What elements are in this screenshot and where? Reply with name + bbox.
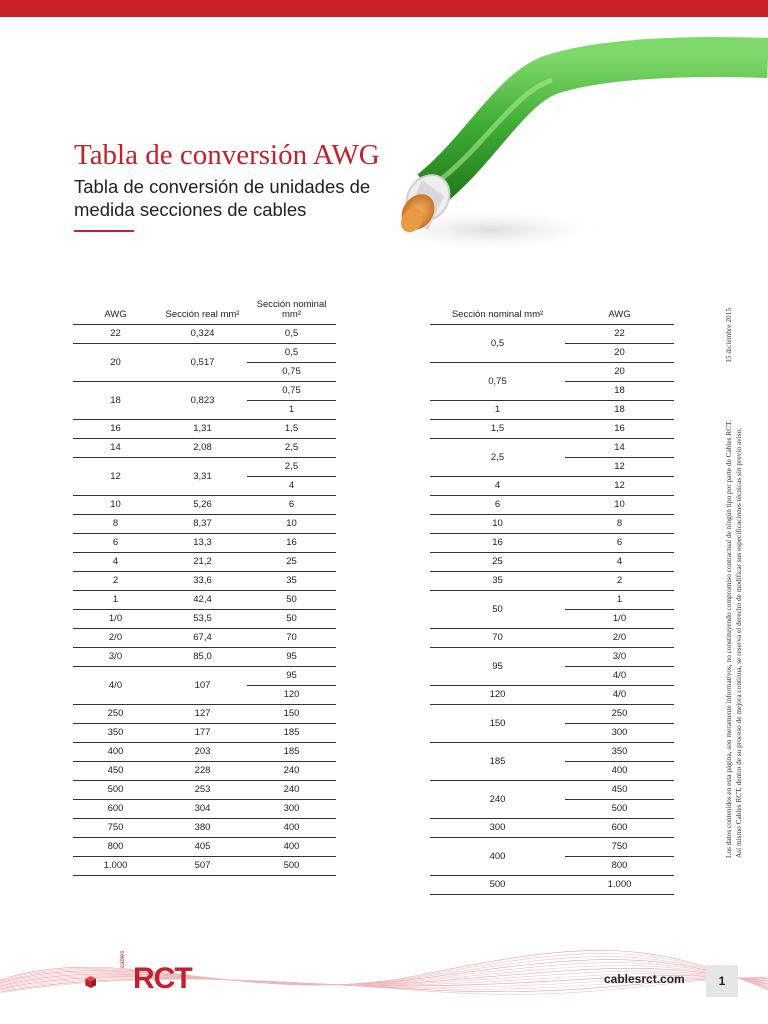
awg-cell: 2/0 (565, 628, 674, 647)
table-row (73, 856, 336, 875)
page-title: Tabla de conversión AWG (74, 139, 380, 171)
nominal-section-cell: 0,5 (247, 343, 336, 362)
nominal-section-cell: 35 (247, 571, 336, 590)
nominal-section-cell: 70 (247, 628, 336, 647)
awg-cell: 500 (565, 799, 674, 818)
document-date: 15 diciembre 2015 (724, 308, 733, 363)
table-row (73, 628, 336, 647)
real-section-cell: 33,6 (158, 571, 247, 590)
nominal-section-cell: 10 (247, 514, 336, 533)
page-number: 1 (706, 965, 738, 997)
awg-cell: 2/0 (73, 628, 158, 647)
real-section-cell: 21,2 (158, 552, 247, 571)
table-row (430, 324, 674, 343)
real-section-cell: 8,37 (158, 514, 247, 533)
awg-cell: 600 (73, 799, 158, 818)
real-section-cell: 1,31 (158, 419, 247, 438)
awg-cell: 16 (73, 419, 158, 438)
awg-cell: 400 (565, 761, 674, 780)
awg-cell: 1.000 (73, 856, 158, 875)
real-section-cell: 203 (158, 742, 247, 761)
table-row (430, 685, 674, 704)
nominal-section-cell: 95 (247, 647, 336, 666)
table-row (430, 628, 674, 647)
real-section-cell: 253 (158, 780, 247, 799)
table-row (430, 590, 674, 609)
nominal-section-cell: 400 (247, 837, 336, 856)
mm2-to-awg-table (430, 296, 674, 895)
logo-wordmark: RCT (133, 962, 192, 995)
nominal-section-cell: 50 (247, 590, 336, 609)
awg-cell: 8 (73, 514, 158, 533)
table-row (73, 818, 336, 837)
real-section-cell: 405 (158, 837, 247, 856)
table-row (73, 457, 336, 476)
awg-cell: 300 (565, 723, 674, 742)
awg-cell: 12 (73, 457, 158, 495)
awg-cell: 20 (73, 343, 158, 381)
awg-cell: 750 (565, 837, 674, 856)
nominal-section-cell: 240 (247, 780, 336, 799)
table-row (430, 818, 674, 837)
table-row (73, 533, 336, 552)
nominal-section-cell: 185 (430, 742, 565, 780)
real-section-cell: 85,0 (158, 647, 247, 666)
real-section-cell: 304 (158, 799, 247, 818)
real-section-cell: 3,31 (158, 457, 247, 495)
website-link[interactable]: cablesrct.com (604, 972, 685, 986)
table-row (73, 324, 336, 343)
nominal-section-cell: 185 (247, 742, 336, 761)
awg-cell: 800 (73, 837, 158, 856)
nominal-section-cell: 6 (247, 495, 336, 514)
table-row (73, 381, 336, 400)
nominal-section-cell: 120 (247, 685, 336, 704)
table-row (73, 799, 336, 818)
nominal-section-cell: 185 (247, 723, 336, 742)
table-row (73, 609, 336, 628)
awg-cell: 18 (565, 381, 674, 400)
awg-cell: 1 (565, 590, 674, 609)
nominal-section-cell: 150 (430, 704, 565, 742)
nominal-section-cell: 50 (430, 590, 565, 628)
awg-cell: 4 (73, 552, 158, 571)
nominal-section-cell: 240 (247, 761, 336, 780)
table-row (73, 742, 336, 761)
awg-cell: 16 (565, 419, 674, 438)
awg-cell: 10 (73, 495, 158, 514)
table-row (73, 780, 336, 799)
awg-cell: 12 (565, 457, 674, 476)
title-divider (74, 230, 134, 232)
awg-cell: 1/0 (565, 609, 674, 628)
awg-cell: 14 (73, 438, 158, 457)
table-row (430, 438, 674, 457)
awg-cell: 18 (73, 381, 158, 419)
nominal-section-cell: 10 (430, 514, 565, 533)
real-section-cell: 13,3 (158, 533, 247, 552)
nominal-section-cell: 6 (430, 495, 565, 514)
awg-cell: 350 (73, 723, 158, 742)
table-row (430, 362, 674, 381)
real-section-cell: 2,08 (158, 438, 247, 457)
disclaimer-line: Así mismo Cables RCT, dentro de su proceso de mejora continua, se reserva el derecho de modificar sus especificaciones técnicas sin previo aviso. (734, 427, 743, 858)
nominal-section-cell: 2,5 (247, 438, 336, 457)
nominal-section-cell: 50 (247, 609, 336, 628)
page-subtitle: Tabla de conversión de unidades de medida secciones de cables (74, 176, 371, 220)
nominal-section-cell: 300 (247, 799, 336, 818)
awg-cell: 14 (565, 438, 674, 457)
nominal-section-cell: 16 (430, 533, 565, 552)
awg-cell: 20 (565, 362, 674, 381)
table-row (73, 704, 336, 723)
real-section-cell: 380 (158, 818, 247, 837)
awg-cell: 4/0 (73, 666, 158, 704)
awg-cell: 350 (565, 742, 674, 761)
real-section-cell: 0,517 (158, 343, 247, 381)
nominal-section-cell: 1 (247, 400, 336, 419)
awg-cell: 1/0 (73, 609, 158, 628)
awg-cell: 400 (73, 742, 158, 761)
awg-cell: 6 (73, 533, 158, 552)
table-row (430, 533, 674, 552)
nominal-section-cell: 16 (247, 533, 336, 552)
real-section-cell: 507 (158, 856, 247, 875)
table-row (73, 552, 336, 571)
awg-cell: 18 (565, 400, 674, 419)
table-row (430, 400, 674, 419)
column-header-real-section: Sección real mm² (158, 296, 247, 324)
table-row (430, 780, 674, 799)
awg-cell: 1 (73, 590, 158, 609)
nominal-section-cell: 400 (247, 818, 336, 837)
table-row (73, 514, 336, 533)
nominal-section-cell: 0,5 (247, 324, 336, 343)
nominal-section-cell: 240 (430, 780, 565, 818)
nominal-section-cell: 300 (430, 818, 565, 837)
nominal-section-cell: 400 (430, 837, 565, 875)
table-row (430, 514, 674, 533)
awg-cell: 2 (565, 571, 674, 590)
nominal-section-cell: 4 (430, 476, 565, 495)
column-header-awg: AWG (565, 296, 674, 324)
column-header-nominal-section: Sección nominal mm² (430, 296, 565, 324)
awg-cell: 250 (565, 704, 674, 723)
table-row (73, 837, 336, 856)
table-row (73, 438, 336, 457)
table-row (430, 476, 674, 495)
awg-cell: 10 (565, 495, 674, 514)
real-section-cell: 228 (158, 761, 247, 780)
nominal-section-cell: 95 (247, 666, 336, 685)
table-row (73, 590, 336, 609)
column-header-awg: AWG (73, 296, 158, 324)
disclaimer-note (724, 298, 744, 858)
awg-cell: 22 (565, 324, 674, 343)
real-section-cell: 53,5 (158, 609, 247, 628)
awg-cell: 4 (565, 552, 674, 571)
real-section-cell: 127 (158, 704, 247, 723)
nominal-section-cell: 0,75 (247, 381, 336, 400)
awg-cell: 12 (565, 476, 674, 495)
awg-cell: 250 (73, 704, 158, 723)
awg-cell: 450 (565, 780, 674, 799)
table-row (430, 571, 674, 590)
table-row (430, 742, 674, 761)
table-row (430, 704, 674, 723)
awg-cell: 2 (73, 571, 158, 590)
nominal-section-cell: 1,5 (247, 419, 336, 438)
awg-cell: 20 (565, 343, 674, 362)
real-section-cell: 107 (158, 666, 247, 704)
nominal-section-cell: 1 (430, 400, 565, 419)
nominal-section-cell: 25 (247, 552, 336, 571)
table-row (73, 419, 336, 438)
table-row (430, 552, 674, 571)
real-section-cell: 0,324 (158, 324, 247, 343)
table-row (430, 837, 674, 856)
real-section-cell: 67,4 (158, 628, 247, 647)
awg-cell: 3/0 (565, 647, 674, 666)
nominal-section-cell: 95 (430, 647, 565, 685)
nominal-section-cell: 35 (430, 571, 565, 590)
nominal-section-cell: 4 (247, 476, 336, 495)
table-row (73, 647, 336, 666)
table-row (73, 343, 336, 362)
nominal-section-cell: 120 (430, 685, 565, 704)
top-brand-bar (0, 0, 768, 17)
awg-cell: 750 (73, 818, 158, 837)
real-section-cell: 0,823 (158, 381, 247, 419)
real-section-cell: 177 (158, 723, 247, 742)
nominal-section-cell: 25 (430, 552, 565, 571)
awg-cell: 450 (73, 761, 158, 780)
table-row (73, 723, 336, 742)
nominal-section-cell: 0,75 (247, 362, 336, 381)
awg-cell: 4/0 (565, 666, 674, 685)
nominal-section-cell: 2,5 (247, 457, 336, 476)
awg-cell: 600 (565, 818, 674, 837)
table-row (430, 495, 674, 514)
table-row (73, 495, 336, 514)
disclaimer-line: Los datos contenidos en esta página, son meramente informativos, no constituyendo compromiso contractual de ningún tipo por parte de Cables RCT. (724, 420, 733, 858)
nominal-section-cell: 1,5 (430, 419, 565, 438)
cable-illustration (370, 30, 768, 260)
awg-cell: 1.000 (565, 875, 674, 894)
column-header-nominal-section: Sección nominal mm² (247, 296, 336, 324)
nominal-section-cell: 500 (430, 875, 565, 894)
table-row (73, 666, 336, 685)
nominal-section-cell: 0,5 (430, 324, 565, 362)
rct-logo-icon (84, 962, 124, 1002)
nominal-section-cell: 0,75 (430, 362, 565, 400)
awg-to-mm2-table (73, 296, 336, 876)
logo-subtext: cables (120, 950, 126, 968)
table-row (73, 761, 336, 780)
awg-cell: 500 (73, 780, 158, 799)
awg-cell: 6 (565, 533, 674, 552)
nominal-section-cell: 500 (247, 856, 336, 875)
table-row (73, 571, 336, 590)
table-row (430, 875, 674, 894)
awg-cell: 22 (73, 324, 158, 343)
awg-cell: 8 (565, 514, 674, 533)
nominal-section-cell: 2,5 (430, 438, 565, 476)
nominal-section-cell: 150 (247, 704, 336, 723)
awg-cell: 3/0 (73, 647, 158, 666)
nominal-section-cell: 70 (430, 628, 565, 647)
real-section-cell: 42,4 (158, 590, 247, 609)
table-row (430, 647, 674, 666)
table-row (430, 419, 674, 438)
real-section-cell: 5,26 (158, 495, 247, 514)
awg-cell: 4/0 (565, 685, 674, 704)
awg-cell: 800 (565, 856, 674, 875)
